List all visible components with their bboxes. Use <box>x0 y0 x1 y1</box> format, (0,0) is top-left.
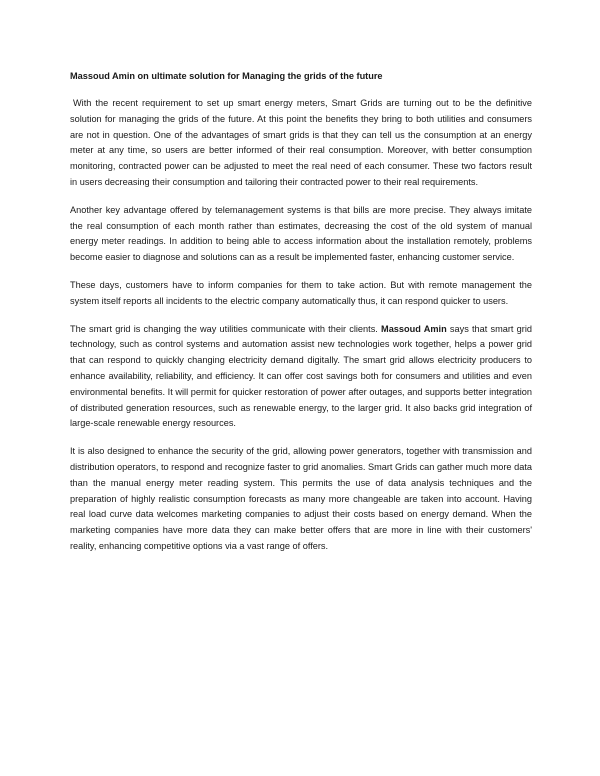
document-title: Massoud Amin on ultimate solution for Managing the grids of the future <box>70 71 383 81</box>
paragraph-telemanagement: Another key advantage offered by telemanagement systems is that bills are more precise. They always imitate the real consumption of each month rather than estimates, decreasing the cost of the old system of manual energy meter readings. In addition to being able to access information about the installation remotely, problems become easier to diagnose and solutions can as a result be implemented faster, enhancing customer service. <box>70 204 532 263</box>
paragraph-text-before: The smart grid is changing the way utilities communicate with their clients. <box>70 323 382 334</box>
paragraph-smart-meters: With the recent requirement to set up smart energy meters, Smart Grids are turning out to be the definitive solution for managing the grids of the future. At this point the benefits they bring to both utilities and consumers are not in question. One of the advantages of smart grids is that they can tell us the consumption at an energy meter at any time, so users are better informed of their real consumption. Moreover, with better consumption monitoring, contracted power can be adjusted to meet the real need of each consumer. These two factors result in users decreasing their consumption and tailoring their contracted power to their real requirements. <box>70 98 532 187</box>
paragraph-smart-grid-communication <box>70 322 532 433</box>
paragraph-text-after: says that smart grid technology, such as control systems and automation assist new technologies work together, helps a power grid that can respond to quickly changing electricity demand digitally. The smart grid allows electricity producers to enhance availability, reliability, and efficiency. It can offer cost savings both for consumers and utilities and even environmental benefits. It will permit for quicker restoration of power after outages, and supports better integration of distributed generation resources, such as renewable energy, to the larger grid. It also backs grid integration of large-scale renewable energy resources. <box>70 323 532 429</box>
person-name-bold: Massoud Amin <box>381 323 447 334</box>
document-page <box>70 70 532 567</box>
paragraph-grid-security: It is also designed to enhance the security of the grid, allowing power generators, together with transmission and distribution operators, to respond and recognize faster to grid anomalies. Smart Grids can gather much more data than the manual energy meter reading system. This permits the use of data analysis techniques and the preparation of highly realistic consumption forecasts as many more changeable are taken into account. Having real load curve data welcomes marketing companies to adjust their costs based on energy demand. When the marketing companies have more data they can make better offers that are more in line with their customers' reality, enhancing competitive options via a vast range of offers. <box>70 446 532 551</box>
paragraph-remote-management: These days, customers have to inform companies for them to take action. But with remote management the system itself reports all incidents to the electric company automatically thus, it can respond quicker to users. <box>70 279 532 306</box>
